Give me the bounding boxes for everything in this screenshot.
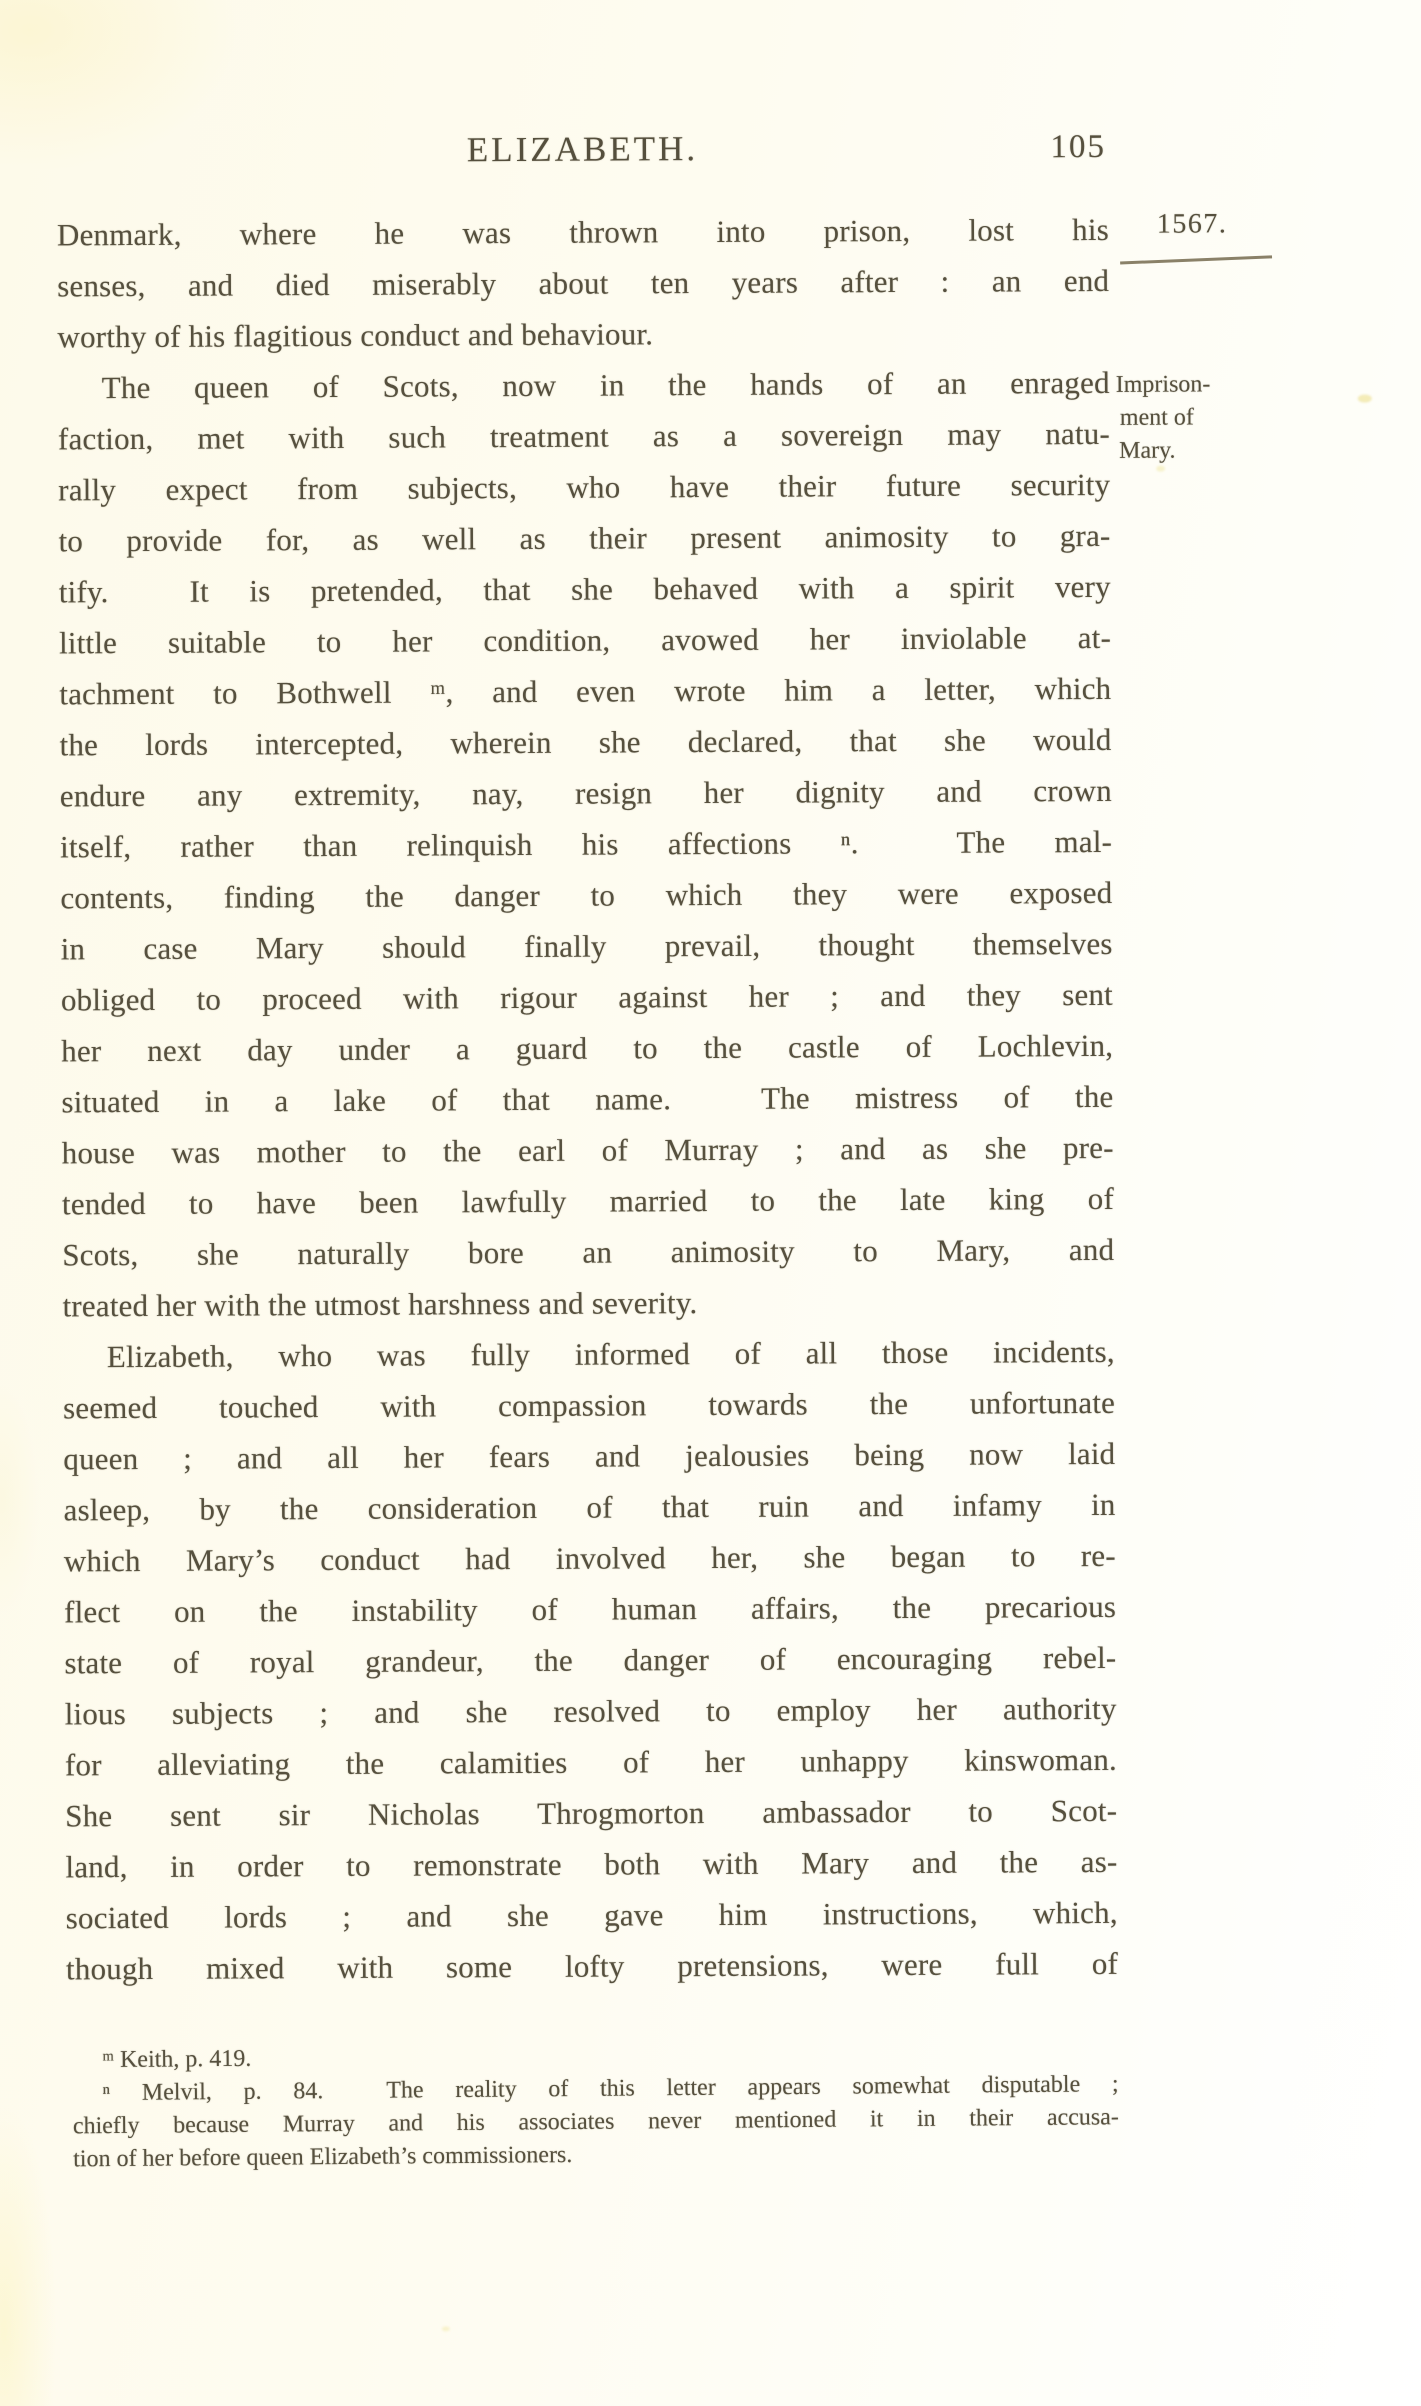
footnote-line: ᵐ Keith, p. 419.: [102, 2045, 252, 2074]
body-line: lious subjects ; and she resolved to employ her authority: [64, 1690, 1117, 1732]
body-line: senses, and died miserably about ten years after : an end: [57, 262, 1110, 304]
footnote-line: chiefly because Murray and his associates never mentioned it in their accusa-: [72, 2104, 1119, 2140]
body-text-column: [57, 204, 1118, 1994]
margin-note-imprisonment: [1116, 368, 1211, 467]
body-line: Elizabeth, who was fully informed of all those incidents,: [106, 1333, 1115, 1375]
body-line: tify. It is pretended, that she behaved with a spirit very: [58, 568, 1111, 610]
body-line: to provide for, as well as their present animosity to gra-: [58, 517, 1111, 559]
body-line: situated in a lake of that name. The mistress of the: [61, 1078, 1114, 1120]
body-line: sociated lords ; and she gave him instructions, which,: [65, 1894, 1118, 1936]
body-line: house was mother to the earl of Murray ; and as she pre-: [61, 1129, 1114, 1171]
body-line: in case Mary should finally prevail, thought themselves: [60, 925, 1113, 967]
body-line: tachment to Bothwell ᵐ, and even wrote him a letter, which: [59, 670, 1112, 712]
body-line: seemed touched with compassion towards the unfortunate: [62, 1384, 1116, 1426]
body-line: Scots, she naturally bore an animosity to Mary, and: [62, 1231, 1115, 1273]
body-line: land, in order to remonstrate both with Mary and the as-: [65, 1843, 1118, 1885]
body-line: contents, finding the danger to which they were exposed: [60, 874, 1113, 916]
margin-note-line: Imprison-: [1115, 371, 1211, 398]
body-line: which Mary’s conduct had involved her, she began to re-: [63, 1537, 1116, 1579]
body-line: asleep, by the consideration of that ruin and infamy in: [63, 1486, 1116, 1528]
body-line: endure any extremity, nay, resign her dignity and crown: [59, 772, 1112, 814]
margin-note-year: 1567.: [1156, 208, 1228, 240]
body-line: Denmark, where he was thrown into prison, lost his: [56, 211, 1109, 253]
body-line: worthy of his flagitious conduct and behaviour.: [57, 316, 654, 355]
margin-note-line: ment of: [1119, 404, 1194, 431]
body-line: the lords intercepted, wherein she declared, that she would: [59, 721, 1112, 763]
body-line: tended to have been lawfully married to the late king of: [61, 1180, 1115, 1222]
paper-stain: [442, 2326, 450, 2331]
margin-rule: [1120, 255, 1272, 264]
body-line: state of royal grandeur, the danger of encouraging rebel-: [64, 1639, 1117, 1681]
body-line: faction, met with such treatment as a sovereign may natu-: [57, 415, 1111, 457]
body-line: little suitable to her condition, avowed her inviolable at-: [58, 619, 1112, 661]
page-number: 105: [1050, 128, 1107, 166]
body-line: though mixed with some lofty pretensions, were full of: [65, 1945, 1119, 1987]
margin-note-line: Mary.: [1118, 437, 1176, 464]
footnotes: [72, 2035, 1119, 2176]
paper-stain: [1358, 395, 1372, 403]
body-line: itself, rather than relinquish his affections ⁿ. The mal-: [60, 823, 1113, 865]
body-line: for alleviating the calamities of her unhappy kinswoman.: [64, 1741, 1118, 1783]
body-line: queen ; and all her fears and jealousies being now laid: [63, 1435, 1116, 1477]
body-line: She sent sir Nicholas Throgmorton ambassador to Scot-: [65, 1792, 1118, 1834]
running-header-title: ELIZABETH.: [466, 129, 699, 170]
body-line: obliged to proceed with rigour against her ; and they sent: [60, 976, 1114, 1018]
body-line: The queen of Scots, now in the hands of an enraged: [101, 364, 1110, 406]
footnote-line: tion of her before queen Elizabeth’s commissioners.: [73, 2141, 573, 2173]
body-line: her next day under a guard to the castle of Lochlevin,: [61, 1027, 1114, 1069]
body-line: flect on the instability of human affairs, the precarious: [64, 1588, 1117, 1630]
footnote-line: ⁿ Melvil, p. 84. The reality of this letter appears somewhat disputable ;: [102, 2071, 1119, 2107]
body-line: rally expect from subjects, who have their future security: [58, 466, 1111, 508]
body-line: treated her with the utmost harshness and severity.: [62, 1285, 698, 1324]
